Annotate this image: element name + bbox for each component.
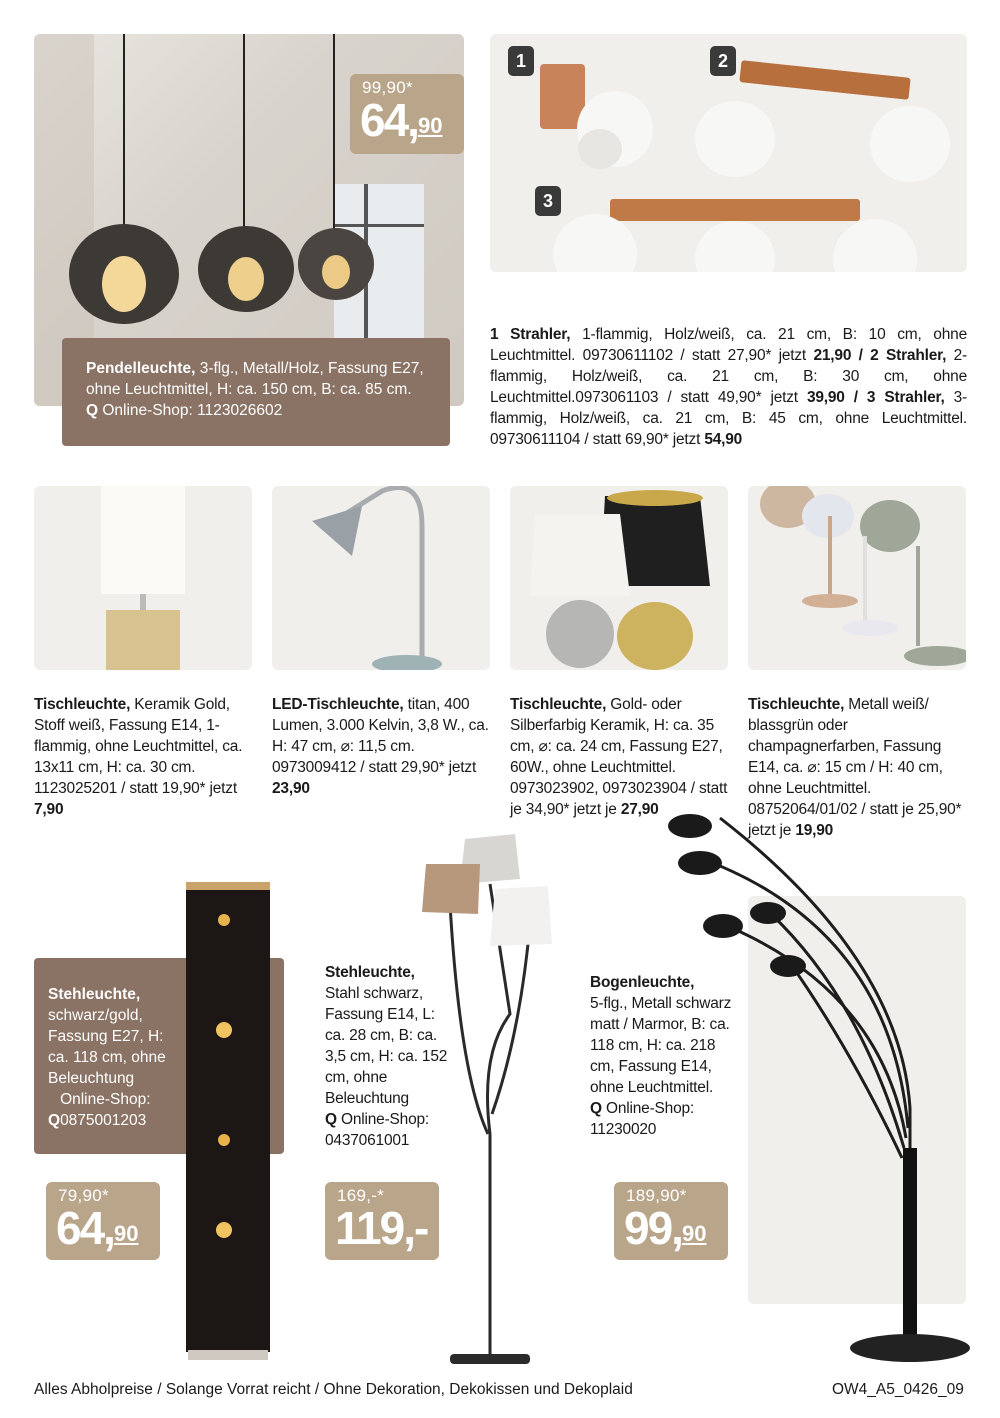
product-name: Tischleuchte, bbox=[510, 696, 607, 713]
online-shop-code: Online-Shop: 11230020 bbox=[590, 1100, 695, 1138]
led-tischleuchte-photo bbox=[272, 486, 490, 670]
product-description: schwarz/gold, Fassung E27, H: ca. 118 cm, ohne Beleuchtung bbox=[48, 1007, 166, 1087]
strahler-description: 1 Strahler, 1-flammig, Holz/weiß, ca. 21 cm, B: 10 cm, ohne Leuchtmittel. 09730611102 / statt 27,90* jetzt 21,90 / 2 Strahler, 2-flammig, Holz/weiß, ca. 21 cm, B: 30 cm, ohne Leuchtmittel.0973061103 / statt 49,90* jetzt 39,90 / 3 Strahler, 3-flammig, Holz/weiß, ca. 21 cm, B: 45 cm, ohne Leuchtmittel. 09730611104 / statt 69,90* jetzt 54,90 bbox=[490, 326, 968, 448]
badge-3: 3 bbox=[535, 186, 561, 216]
stehleuchte-stahl-photo bbox=[420, 834, 560, 1374]
online-shop-code: Online-Shop: 1123026602 bbox=[98, 402, 283, 419]
new-price: 99,90 bbox=[624, 1202, 707, 1254]
tischleuchte-keramik-illustration bbox=[34, 486, 252, 670]
tischleuchte-keramik-text: Tischleuchte, Keramik Gold, Stoff weiß, Fassung E14, 1-flammig, ohne Leuchtmittel, ca. 13x11 cm, H: ca. 30 cm. 1123025201 / statt 19,90* jetzt 7,90 bbox=[34, 696, 243, 818]
pendelleuchte-price-box bbox=[350, 74, 464, 154]
tischleuchte-gold-silber-illustration bbox=[510, 486, 728, 670]
bogenleuchte-text bbox=[590, 972, 740, 1140]
search-icon: Q bbox=[48, 1112, 61, 1129]
product-description: 5-flg., Metall schwarz matt / Marmor, B: ca. 118 cm, H: ca. 218 cm, Fassung E14, ohne Leuchtmittel. bbox=[590, 995, 732, 1096]
led-tischleuchte-illustration bbox=[272, 486, 490, 670]
product-name: LED-Tischleuchte, bbox=[272, 696, 404, 713]
tischleuchte-gold-silber-text: Tischleuchte, Gold- oder Silberfarbig Keramik, H: ca. 35 cm, ⌀: ca. 24 cm, Fassung E27, 60W., ohne Leuchtmittel. 0973023902, 0973023904 / statt je 34,90* jetzt je 27,90 bbox=[510, 696, 728, 818]
bogenleuchte-price-box bbox=[614, 1182, 728, 1260]
tischleuchte-metall-text: Tischleuchte, Metall weiß/ blassgrün oder champagnerfarben, Fassung E14, ca. ⌀: 15 cm / H: 40 cm, ohne Leuchtmittel. 08752064/01/02 / statt je 25,90* jetzt je 19,90 bbox=[748, 696, 962, 839]
product-name: Stehleuchte, bbox=[325, 964, 415, 981]
product-name: Stehleuchte, bbox=[48, 986, 141, 1003]
online-shop-code: Online-Shop: 0437061001 bbox=[325, 1111, 430, 1149]
footer-code: OW4_A5_0426_09 bbox=[832, 1381, 964, 1398]
old-price: 99,90* bbox=[362, 78, 413, 97]
search-icon: Q bbox=[325, 1111, 337, 1128]
product-name: Tischleuchte, bbox=[748, 696, 845, 713]
stehleuchte-gold-price-box bbox=[46, 1182, 160, 1260]
search-icon: Q bbox=[86, 402, 99, 419]
tischleuchte-metall-photo bbox=[748, 486, 966, 670]
product-name: Pendelleuchte, bbox=[86, 360, 196, 377]
product-name: Tischleuchte, bbox=[34, 696, 131, 713]
product-price: 19,90 bbox=[795, 822, 834, 839]
tischleuchte-gold-silber-photo bbox=[510, 486, 728, 670]
search-icon: Q bbox=[590, 1100, 602, 1117]
stehleuchte-gold-photo bbox=[184, 880, 272, 1364]
old-price: 189,90* bbox=[626, 1186, 687, 1205]
stehleuchte-stahl-price-box bbox=[325, 1182, 439, 1260]
new-price: 119,- bbox=[335, 1202, 428, 1254]
tischleuchte-keramik-photo bbox=[34, 486, 252, 670]
tischleuchte-metall-illustration bbox=[748, 486, 966, 670]
stehleuchte-gold-illustration bbox=[184, 880, 272, 1364]
product-price: 7,90 bbox=[34, 801, 64, 818]
stehleuchte-stahl-illustration bbox=[420, 834, 560, 1374]
product-name: Bogenleuchte, bbox=[590, 974, 695, 991]
pendelleuchte-info-box bbox=[62, 338, 450, 446]
old-price: 169,-* bbox=[337, 1186, 385, 1205]
product-description: Stahl schwarz, Fassung E14, L: ca. 28 cm, B: ca. 3,5 cm, H: ca. 152 cm, ohne Beleuchtung bbox=[325, 985, 448, 1107]
new-price: 64,90 bbox=[360, 94, 443, 146]
product-price: 23,90 bbox=[272, 780, 310, 797]
footer-disclaimer: Alles Abholpreise / Solange Vorrat reicht / Ohne Dekoration, Dekokissen und Dekoplaid bbox=[34, 1381, 633, 1398]
online-shop-code: Online-Shop: 0875001203 bbox=[60, 1091, 151, 1129]
product-price: 27,90 bbox=[620, 801, 659, 818]
led-tischleuchte-text: LED-Tischleuchte, titan, 400 Lumen, 3.000 Kelvin, 3,8 W., ca. H: 47 cm, ⌀: 11,5 cm. 0973009412 / statt 29,90* jetzt 23,90 bbox=[272, 696, 489, 797]
badge-2: 2 bbox=[710, 46, 736, 76]
old-price: 79,90* bbox=[58, 1186, 109, 1205]
badge-1: 1 bbox=[508, 46, 534, 76]
new-price: 64,90 bbox=[56, 1202, 139, 1254]
product-description: 3-flg., Metall/Holz, Fassung E27, ohne Leuchtmittel, H: ca. 150 cm, B: ca. 85 cm. bbox=[86, 360, 424, 398]
